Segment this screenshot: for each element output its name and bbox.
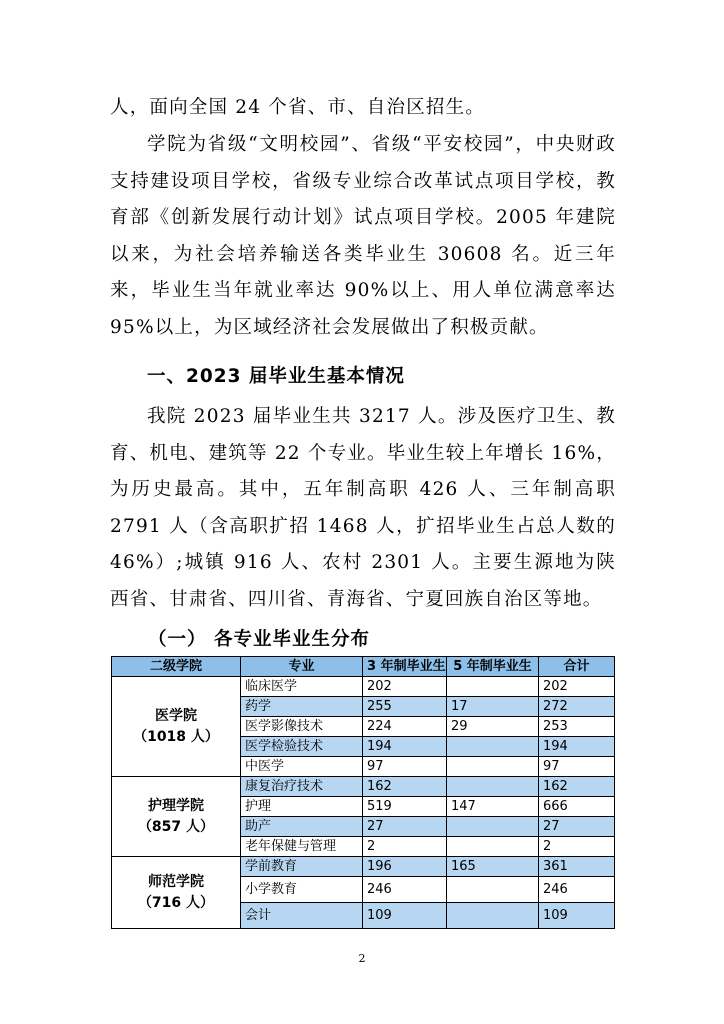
three-year-cell: 224 [363, 717, 447, 737]
three-year-cell: 246 [363, 877, 447, 903]
header-college: 二级学院 [112, 657, 241, 677]
college-cell-nursing [112, 777, 241, 857]
total-cell: 361 [539, 857, 615, 877]
five-year-cell [447, 777, 539, 797]
three-year-cell: 2 [363, 837, 447, 857]
three-year-cell: 519 [363, 797, 447, 817]
five-year-cell [447, 757, 539, 777]
five-year-cell [447, 903, 539, 929]
major-cell: 会计 [241, 903, 363, 929]
table-row [112, 857, 615, 877]
major-cell: 医学影像技术 [241, 717, 363, 737]
total-cell: 27 [539, 817, 615, 837]
paragraph-graduates: 我院 2023 届毕业生共 3217 人。涉及医疗卫生、教育、机电、建筑等 22 个专业。毕业生较上年增长 16%，为历史最高。其中，五年制高职 426 人、三年制高职 2791 人（含高职扩招 1468 人，扩招毕业生占总人数的 46%）;城镇 916 人、农村 2301 人。主要生源地为陕西省、甘肃省、四川省、青海省、宁夏回族自治区等地。 [110, 406, 616, 610]
three-year-cell: 109 [363, 903, 447, 929]
table-row [112, 777, 615, 797]
total-cell: 2 [539, 837, 615, 857]
five-year-cell [447, 737, 539, 757]
table-row [112, 677, 615, 697]
total-cell: 253 [539, 717, 615, 737]
header-major: 专业 [241, 657, 363, 677]
total-cell: 246 [539, 877, 615, 903]
table-header-row [112, 657, 615, 677]
college-cell-medical [112, 677, 241, 777]
major-cell: 学前教育 [241, 857, 363, 877]
total-cell: 666 [539, 797, 615, 817]
total-cell: 162 [539, 777, 615, 797]
header-three-year: 3 年制毕业生 [363, 657, 447, 677]
five-year-cell: 165 [447, 857, 539, 877]
major-cell: 老年保健与管理 [241, 837, 363, 857]
five-year-cell: 17 [447, 697, 539, 717]
section-heading-graduates: 一、2023 届毕业生基本情况 [147, 366, 405, 387]
three-year-cell: 196 [363, 857, 447, 877]
total-cell: 272 [539, 697, 615, 717]
major-cell: 中医学 [241, 757, 363, 777]
paragraph-college-intro: 学院为省级“文明校园”、省级“平安校园”，中央财政支持建设项目学校，省级专业综合改革试点项目学校，教育部《创新发展行动计划》试点项目学校。2005 年建院以来，为社会培养输送各类毕业生 30608 名。近三年来，毕业生当年就业率达 90%以上、用人单位满意率达 95%以上，为区域经济社会发展做出了积极贡献。 [110, 134, 616, 338]
major-cell: 小学教育 [241, 877, 363, 903]
header-five-year: 5 年制毕业生 [447, 657, 539, 677]
three-year-cell: 162 [363, 777, 447, 797]
college-count: （1018 人） [133, 728, 219, 745]
major-cell: 助产 [241, 817, 363, 837]
three-year-cell: 194 [363, 737, 447, 757]
major-cell: 药学 [241, 697, 363, 717]
page-number: 2 [358, 952, 366, 965]
major-cell: 医学检验技术 [241, 737, 363, 757]
major-cell: 康复治疗技术 [241, 777, 363, 797]
five-year-cell [447, 837, 539, 857]
header-total: 合计 [539, 657, 615, 677]
college-name: 护理学院 [148, 797, 204, 814]
five-year-cell: 147 [447, 797, 539, 817]
college-cell-normal [112, 857, 241, 929]
five-year-cell: 29 [447, 717, 539, 737]
total-cell: 194 [539, 737, 615, 757]
total-cell: 109 [539, 903, 615, 929]
subsection-heading-distribution: （一） 各专业毕业生分布 [148, 629, 370, 650]
five-year-cell [447, 677, 539, 697]
college-name: 师范学院 [148, 873, 204, 890]
three-year-cell: 27 [363, 817, 447, 837]
graduates-by-major-table [111, 656, 615, 929]
major-cell: 临床医学 [241, 677, 363, 697]
college-name: 医学院 [155, 707, 197, 724]
three-year-cell: 202 [363, 677, 447, 697]
major-cell: 护理 [241, 797, 363, 817]
college-count: （716 人） [137, 894, 215, 911]
college-count: （857 人） [137, 818, 215, 835]
total-cell: 97 [539, 757, 615, 777]
total-cell: 202 [539, 677, 615, 697]
three-year-cell: 97 [363, 757, 447, 777]
five-year-cell [447, 877, 539, 903]
five-year-cell [447, 817, 539, 837]
paragraph-continuation: 人，面向全国 24 个省、市、自治区招生。 [110, 97, 486, 118]
three-year-cell: 255 [363, 697, 447, 717]
